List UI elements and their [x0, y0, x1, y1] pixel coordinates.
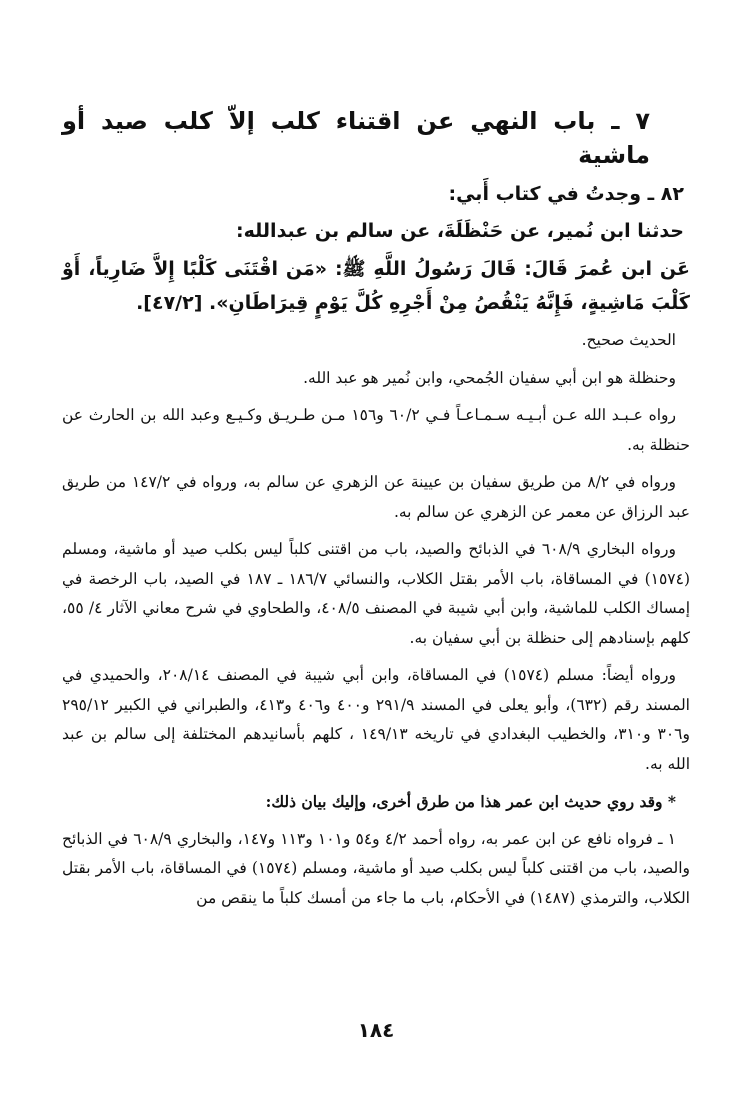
note-zuhri: ورواه في ٨/٢ من طريق سفيان بن عيينة عن الزهري عن سالم به، ورواه في ١٤٧/٢ من طريق عبد الرزاق عن معمر عن الزهري عن سالم به.	[62, 473, 690, 521]
page-body	[62, 104, 690, 921]
chapter-title: ٧ ـ باب النهي عن اقتناء كلب إلاّ كلب صيد أو ماشية	[62, 107, 650, 169]
page-number: ١٨٤	[357, 1018, 395, 1042]
note-nafi: ١ ـ فرواه نافع عن ابن عمر به، رواه أحمد ٤/٢ و٥٤ و١٠١ و١١٣ و١٤٧، والبخاري ٦٠٨/٩ في الذبائح والصيد، باب من اقتنى كلباً ليس بكلب صيد أو ماشية، ومسلم (١٥٧٤) في المساقاة، باب الأمر بقتل الكلاب، والترمذي (١٤٨٧) في الأحكام، باب ما جاء من أمسك كلباً ما ينقص من	[62, 829, 690, 907]
note-other-routes: * وقد روي حديث ابن عمر هذا من طرق أخرى، وإليك بيان ذلك:	[265, 792, 676, 811]
note-narrators: وحنظلة هو ابن أبي سفيان الجُمحي، وابن نُمير هو عبد الله.	[303, 368, 676, 387]
note-grade: الحديث صحيح.	[581, 331, 676, 349]
hadith-number: ٨٢ ـ وجدتُ في كتاب أَبي:	[448, 183, 684, 205]
note-bukhari: ورواه البخاري ٦٠٨/٩ في الذبائح والصيد، باب من اقتنى كلباً ليس بكلب صيد أو ماشية، ومسلم (١٥٧٤) في المساقاة، باب الأمر بقتل الكلاب، والنسائي ١٨٦/٧ ـ ١٨٧ في الصيد، باب الرخصة في إمساك الكلب للماشية، وابن أبي شيبة في المصنف ٤٠٨/٥، والطحاوي في شرح معاني الآثار ٤/ ٥٥، كلهم بإسنادهم إلى حنظلة بن أبي سفيان به.	[62, 540, 691, 647]
matn-text: عَن ابن عُمرَ قَالَ: قَالَ رَسُولُ اللَّهِ ﷺ: «مَن اقْتَنَى كَلْبًا إِلاَّ ضَارِياً، أَوْ كَلْبَ مَاشِيةٍ، فَإِنَّهُ يَنْقُصُ مِنْ أَجْرِهِ كُلَّ يَوْمٍ قِيرَاطَانِ». [٤٧/٢].	[62, 258, 690, 314]
note-also: ورواه أيضاً: مسلم (١٥٧٤) في المساقاة، وابن أبي شيبة في المصنف ٢٠٨/١٤، والحميدي في المسند رقم (٦٣٢)، وأبو يعلى في المسند ٢٩١/٩ و٤٠٠ و٤٠٦ و٤١٣، والطبراني في الكبير ٢٩٥/١٢ و٣٠٦ و٣١٠، والخطيب البغدادي في تاريخه ١٤٩/١٣ ، كلهم بأسانيدهم المختلفة إلى سالم بن عبد الله به.	[62, 666, 690, 773]
isnad-text: حدثنا ابن نُمير، عن حَنْظَلَةَ، عن سالم بن عبدالله:	[236, 220, 684, 242]
note-abdullah: رواه عـبـد الله عـن أبـيـه سـمـاعـاً فـي ٦٠/٢ و١٥٦ مـن طـريـق وكـيـع وعبد الله بن الحارث عن حنظلة به.	[62, 406, 690, 454]
